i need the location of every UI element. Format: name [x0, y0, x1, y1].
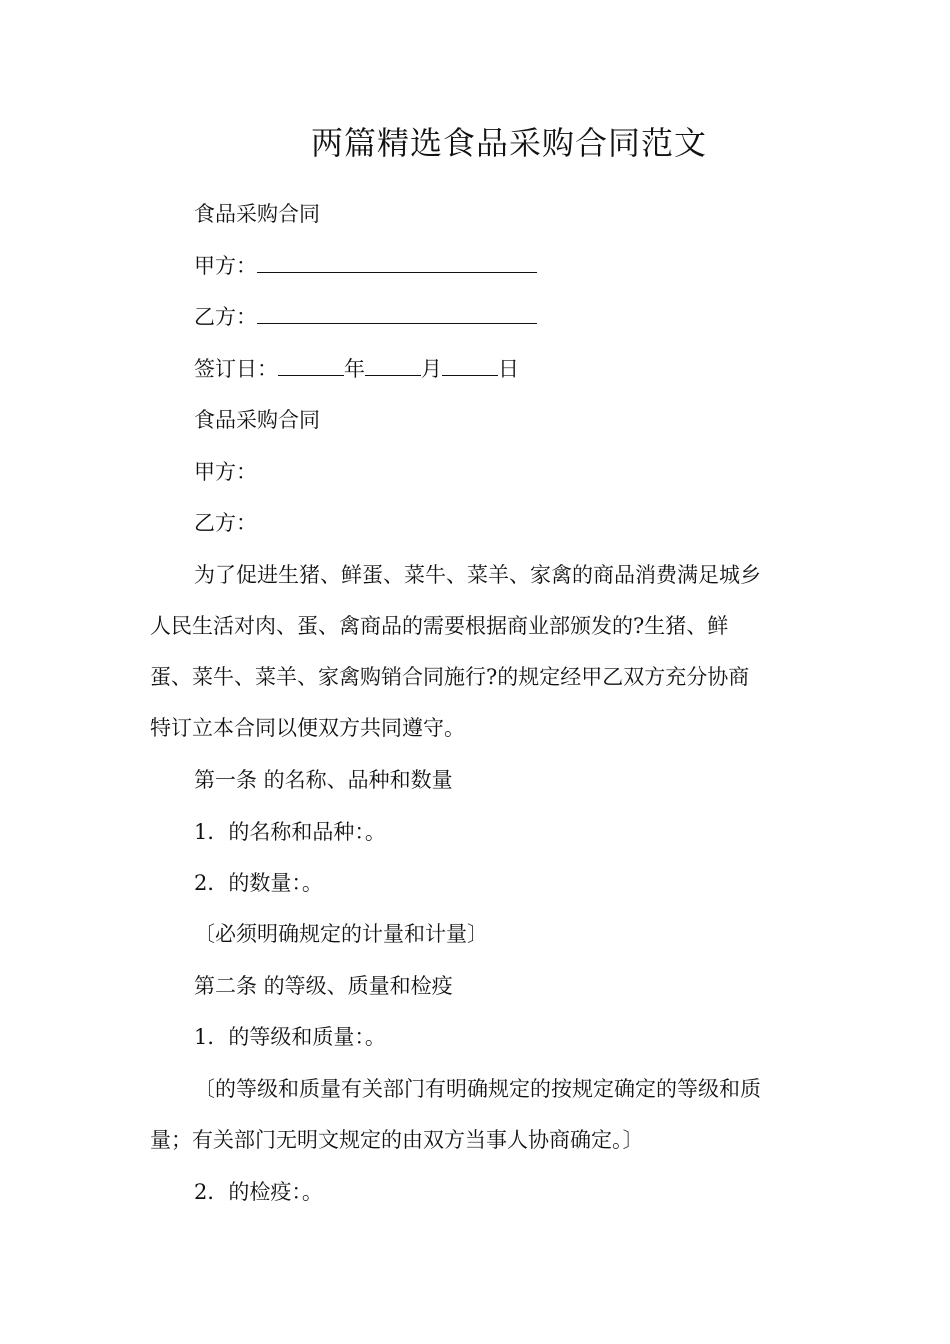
sign-date-field — [194, 355, 519, 383]
article-2-note-line: 量；有关部门无明文规定的由双方当事人协商确定。〕 — [150, 1128, 644, 1152]
sign-date-label: 签订日： — [194, 357, 278, 381]
body-party-a: 甲方： — [194, 460, 257, 484]
body-contract-name: 食品采购合同 — [194, 408, 320, 432]
article-2-item-2: 2．的检疫：。 — [194, 1180, 323, 1204]
contract-name-heading: 食品采购合同 — [194, 202, 320, 226]
party-b-label: 乙方： — [194, 305, 257, 329]
party-a-field — [194, 252, 537, 280]
preamble-line: 蛋、菜牛、菜羊、家禽购销合同施行?的规定经甲乙双方充分协商 — [150, 665, 750, 689]
article-1-title: 第一条 的名称、品种和数量 — [194, 768, 453, 792]
party-a-blank — [257, 252, 537, 273]
article-1-item-2: 2．的数量：。 — [194, 871, 323, 895]
article-1-note: 〔必须明确规定的计量和计量〕 — [194, 922, 488, 946]
party-a-label: 甲方： — [194, 254, 257, 278]
year-label: 年 — [344, 357, 365, 381]
body-party-b: 乙方： — [194, 511, 257, 535]
day-label: 日 — [498, 357, 519, 381]
article-2-item-1: 1．的等级和质量：。 — [194, 1025, 386, 1049]
preamble-line: 人民生活对肉、蛋、禽商品的需要根据商业部颁发的?生猪、鲜 — [150, 614, 729, 638]
party-b-field — [194, 303, 537, 331]
year-blank — [278, 355, 344, 376]
article-2-note-line: 〔的等级和质量有关部门有明确规定的按规定确定的等级和质 — [194, 1077, 761, 1101]
month-label: 月 — [421, 357, 442, 381]
document-title: 两篇精选食品采购合同范文 — [310, 124, 707, 162]
article-1-item-1: 1．的名称和品种：。 — [194, 820, 386, 844]
party-b-blank — [257, 303, 537, 324]
preamble-line: 特订立本合同以便双方共同遵守。 — [150, 716, 465, 740]
preamble-line: 为了促进生猪、鲜蛋、菜牛、菜羊、家禽的商品消费满足城乡 — [194, 563, 761, 587]
month-blank — [365, 355, 421, 376]
day-blank — [442, 355, 498, 376]
article-2-title: 第二条 的等级、质量和检疫 — [194, 974, 453, 998]
